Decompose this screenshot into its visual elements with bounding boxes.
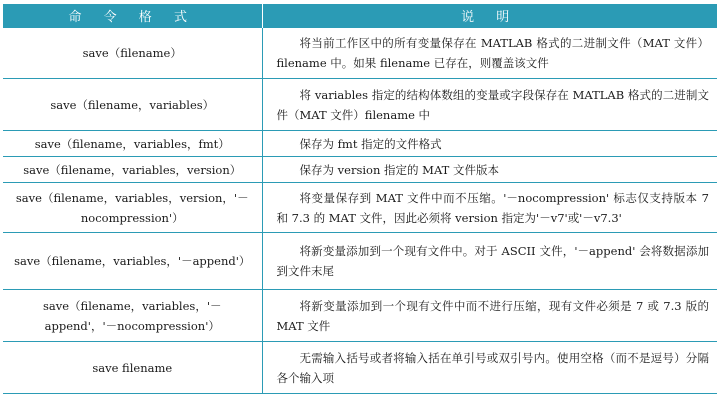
command-cell: save（filename，variables，'－append'，'－nocompression'） bbox=[3, 290, 262, 342]
command-cell: save（filename，variables，version，'－nocompression'） bbox=[3, 183, 262, 233]
command-cell: save filename bbox=[3, 342, 262, 394]
table-row bbox=[3, 233, 717, 290]
description-cell bbox=[262, 28, 717, 79]
description-text: 将新变量添加到一个现有文件中。对于 ASCII 文件，'－append' 会将数据添加到文件末尾 bbox=[276, 244, 709, 278]
table-row bbox=[3, 157, 717, 183]
table-header-row bbox=[3, 4, 717, 28]
description-text: 将当前工作区中的所有变量保存在 MATLAB 格式的二进制文件（MAT 文件）filename 中。如果 filename 已存在，则覆盖该文件 bbox=[276, 36, 709, 70]
header-command-format: 命 令 格 式 bbox=[3, 4, 262, 28]
description-text: 将 variables 指定的结构体数组的变量或字段保存在 MATLAB 格式的二进制文件（MAT 文件）filename 中 bbox=[276, 87, 709, 122]
description-cell bbox=[262, 79, 717, 131]
description-text: 将变量保存到 MAT 文件中而不压缩。'－nocompression' 标志仅支持版本 7 和 7.3 的 MAT 文件，因此必须将 version 指定为'－v7'或'－v7.3' bbox=[276, 190, 709, 225]
table-row bbox=[3, 79, 717, 131]
table-row bbox=[3, 183, 717, 233]
description-cell bbox=[262, 131, 717, 157]
table-row bbox=[3, 290, 717, 342]
description-cell bbox=[262, 290, 717, 342]
command-cell: save（filename，variables，fmt） bbox=[3, 131, 262, 157]
command-cell: save（filename） bbox=[3, 28, 262, 79]
table-row bbox=[3, 28, 717, 79]
description-cell bbox=[262, 157, 717, 183]
command-cell: save（filename，variables，version） bbox=[3, 157, 262, 183]
table-row bbox=[3, 131, 717, 157]
description-cell bbox=[262, 342, 717, 394]
command-cell: save（filename，variables） bbox=[3, 79, 262, 131]
command-table bbox=[3, 4, 717, 394]
description-text: 无需输入括号或者将输入括在单引号或双引号内。使用空格（而不是逗号）分隔各个输入项 bbox=[276, 350, 709, 385]
description-cell bbox=[262, 183, 717, 233]
description-cell bbox=[262, 233, 717, 290]
description-text: 保存为 fmt 指定的文件格式 bbox=[299, 136, 442, 151]
description-text: 保存为 version 指定的 MAT 文件版本 bbox=[299, 162, 499, 177]
description-text: 将新变量添加到一个现有文件中而不进行压缩，现有文件必须是 7 或 7.3 版的 MAT 文件 bbox=[276, 298, 709, 333]
header-description: 说 明 bbox=[262, 4, 717, 28]
table-row bbox=[3, 342, 717, 394]
command-cell: save（filename，variables，'－append'） bbox=[3, 233, 262, 290]
